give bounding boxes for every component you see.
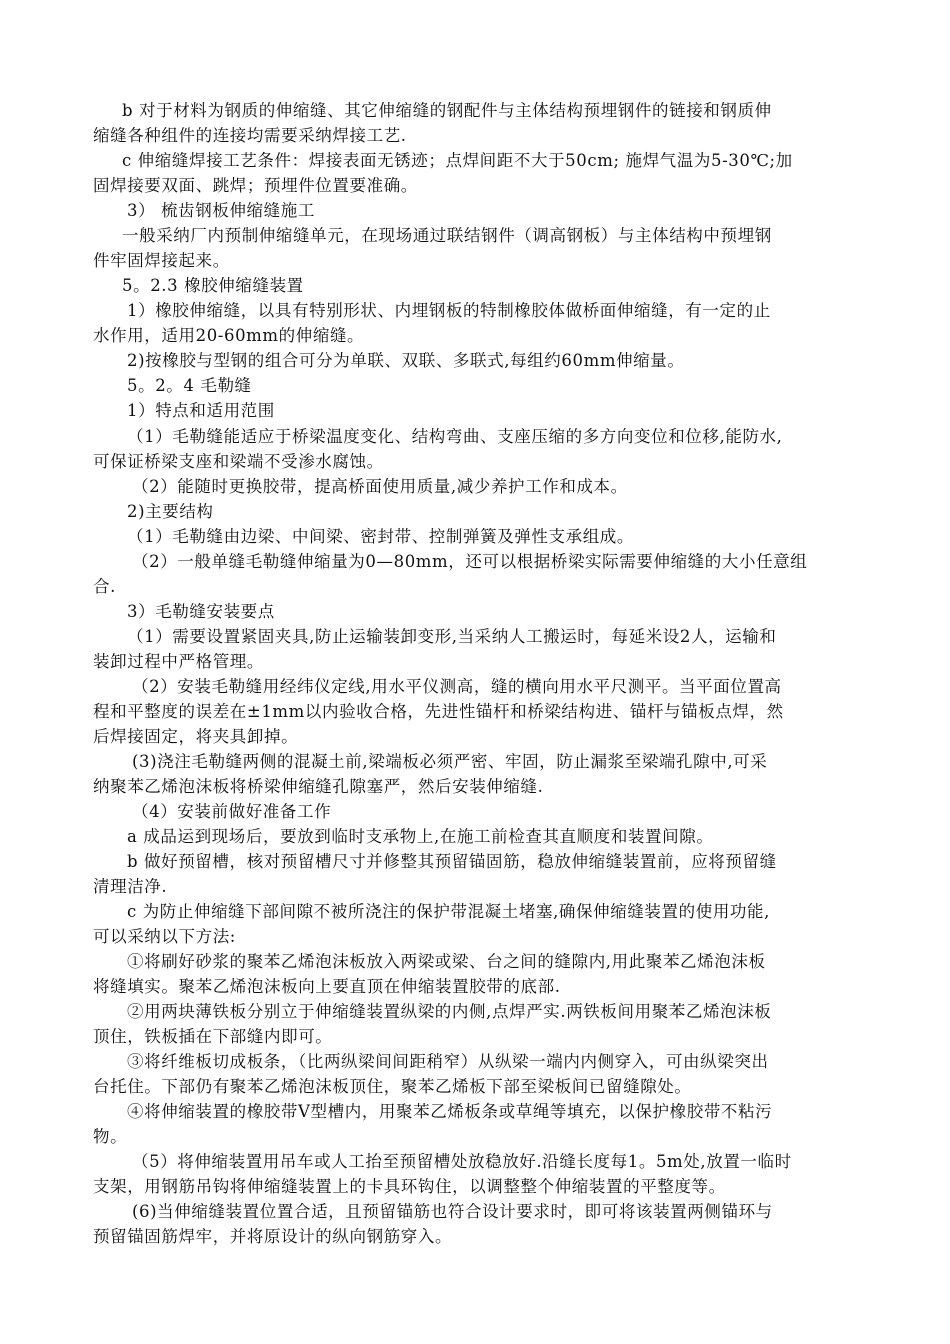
section-heading: 5。2.3 橡胶伸缩缝装置 (122, 276, 304, 295)
text-line: 可保证桥梁支座和梁端不受渗水腐蚀。 (93, 452, 384, 471)
text-line: b 对于材料为钢质的伸缩缝、其它伸缩缝的钢配件与主体结构预埋钢件的链接和钢质伸 (122, 101, 772, 120)
section-heading: 5。2。4 毛勒缝 (127, 376, 252, 395)
text-line: 1）橡胶伸缩缝，以具有特别形状、内埋钢板的特制橡胶体做桥面伸缩缝，有一定的止 (127, 301, 771, 320)
text-line: ④将伸缩装置的橡胶带V型槽内，用聚苯乙烯板条或草绳等填充，以保护橡胶带不粘污 (127, 1102, 773, 1121)
text-line: （5）将伸缩装置用吊车或人工抬至预留槽处放稳放好.沿缝长度每1。5m处,放置一临时 (132, 1152, 792, 1171)
text-line: a 成品运到现场后，要放到临时支承物上,在施工前检查其直顺度和装置间隙。 (127, 827, 714, 846)
text-line: ②用两块薄铁板分别立于伸缩缝装置纵梁的内侧,点焊严实.两铁板间用聚苯乙烯泡沫板 (127, 1002, 772, 1021)
section-heading: 3） 梳齿钢板伸缩缝施工 (127, 201, 315, 220)
subsection-heading: 2)主要结构 (127, 502, 214, 521)
text-line: 台托住。下部仍有聚苯乙烯泡沫板顶住，聚苯乙烯板下部至梁板间已留缝隙处。 (93, 1077, 692, 1096)
text-line: c 为防止伸缩缝下部间隙不被所浇注的保护带混凝土堵塞,确保伸缩缝装置的使用功能, (127, 902, 770, 921)
text-line: 将缝填实。聚苯乙烯泡沫板向上要直顶在伸缩装置胶带的底部. (93, 977, 561, 996)
text-line: (6)当伸缩缝装置位置合适，且预留锚筋也符合设计要求时，即可将该装置两侧锚环与 (132, 1202, 773, 1221)
text-line: c 伸缩缝焊接工艺条件：焊接表面无锈迹；点焊间距不大于50cm; 施焊气温为5-30℃;加 (122, 151, 793, 170)
text-line: （1）毛勒缝能适应于桥梁温度变化、结构弯曲、支座压缩的多方向变位和位移,能防水, (127, 427, 783, 446)
text-line: 一般采纳厂内预制伸缩缝单元，在现场通过联结钢件（调高钢板）与主体结构中预埋钢 (122, 226, 772, 245)
text-line: (3)浇注毛勒缝两侧的混凝土前,梁端板必须严密、牢固，防止漏浆至梁端孔隙中,可采 (132, 752, 768, 771)
text-line: 件牢固焊接起来。 (93, 251, 230, 270)
text-line: （2）安装毛勒缝用经纬仪定线,用水平仪测高，缝的横向用水平尺测平。当平面位置高 (132, 677, 782, 696)
text-line: （2）一般单缝毛勒缝伸缩量为0—80mm，还可以根据桥梁实际需要伸缩缝的大小任意组 (132, 552, 808, 571)
text-line: 2)按橡胶与型钢的组合可分为单联、双联、多联式,每组约60mm伸缩量。 (127, 351, 685, 370)
subsection-heading: 3）毛勒缝安装要点 (127, 602, 275, 621)
text-line: ③将纤维板切成板条，（比两纵梁间间距稍窄）从纵梁一端内内侧穿入，可由纵梁突出 (127, 1052, 769, 1071)
text-line: 水作用，适用20-60mm的伸缩缝。 (93, 326, 365, 345)
text-line: 程和平整度的误差在±1mm以内验收合格，先进性锚杆和桥梁结构进、锚杆与锚板点焊，然 (93, 702, 784, 721)
text-line: 顶住，铁板插在下部缝内即可。 (93, 1027, 333, 1046)
subsection-heading: 1）特点和适用范围 (127, 401, 275, 420)
text-line: 物。 (93, 1127, 128, 1146)
text-line: 可以采纳以下方法: (93, 927, 236, 946)
text-line: ①将刷好砂浆的聚苯乙烯泡沫板放入两梁或梁、台之间的缝隙内,用此聚苯乙烯泡沫板 (127, 952, 766, 971)
text-line: 后焊接固定，将夹具卸掉。 (93, 727, 299, 746)
text-line: 纳聚苯乙烯泡沫板将桥梁伸缩缝孔隙塞严，然后安装伸缩缝. (93, 777, 544, 796)
text-line: 合. (93, 577, 116, 596)
text-line: （2）能随时更换胶带，提高桥面使用质量,减少养护工作和成本。 (132, 477, 628, 496)
text-line: 装卸过程中严格管理。 (93, 652, 264, 671)
text-line: （4）安装前做好准备工作 (132, 802, 332, 821)
text-line: b 做好预留槽，核对预留槽尺寸并修整其预留锚固筋，稳放伸缩缝装置前，应将预留缝 (127, 852, 777, 871)
text-line: 缩缝各种组件的连接均需要采纳焊接工艺. (93, 126, 407, 145)
text-line: 支架，用钢筋吊钩将伸缩缝装置上的卡具环钩住，以调整整个伸缩装置的平整度等。 (93, 1177, 726, 1196)
text-line: 清理洁净. (93, 877, 168, 896)
text-line: （1）需要设置紧固夹具,防止运输装卸变形,当采纳人工搬运时，每延米设2人，运输和 (127, 627, 777, 646)
text-line: （1）毛勒缝由边梁、中间梁、密封带、控制弹簧及弹性支承组成。 (127, 527, 634, 546)
text-line: 预留锚固筋焊牢，并将原设计的纵向钢筋穿入。 (93, 1227, 453, 1246)
text-line: 固焊接要双面、跳焊；预埋件位置要准确。 (93, 176, 418, 195)
